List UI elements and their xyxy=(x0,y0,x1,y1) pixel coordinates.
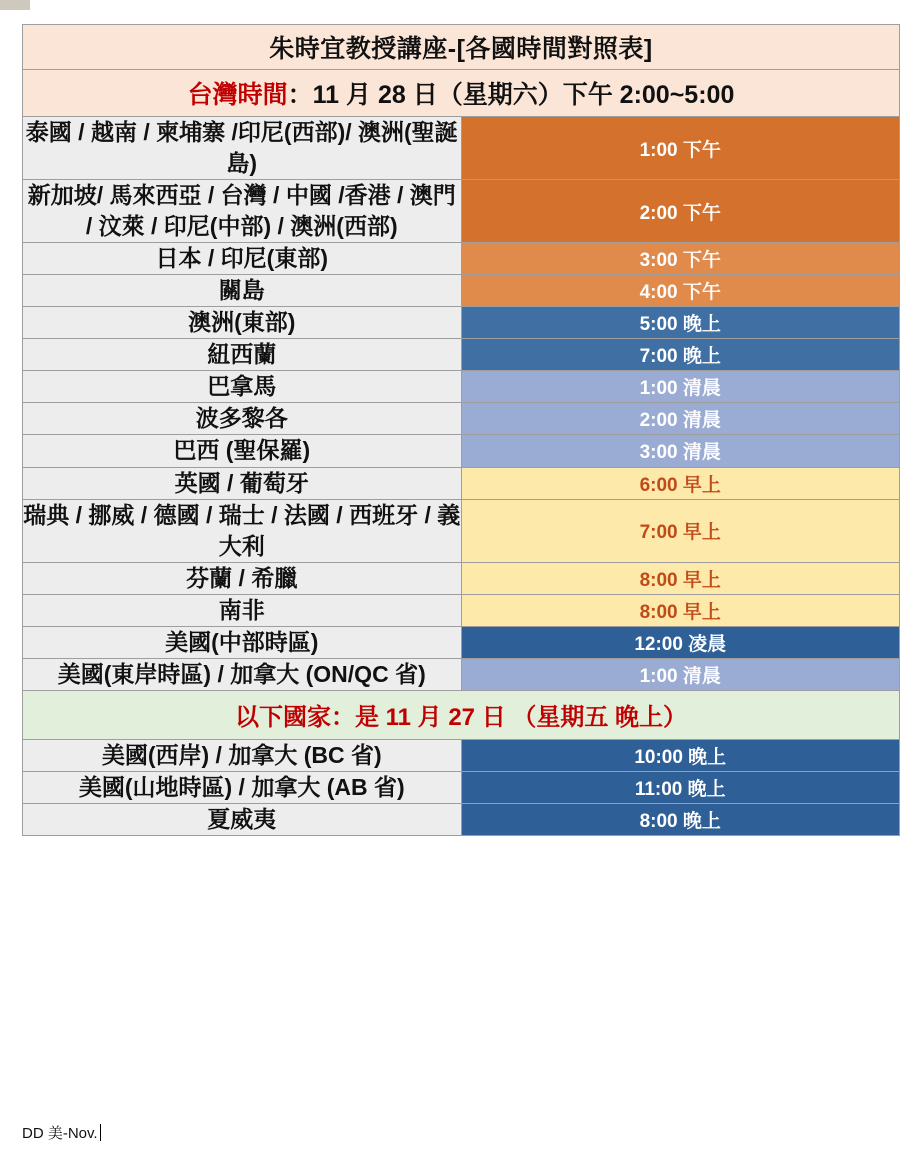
time-cell: 7:00 早上 xyxy=(461,499,900,562)
table-row xyxy=(23,435,900,467)
table-row xyxy=(23,739,900,771)
page-title: 朱時宜教授講座-[各國時間對照表] xyxy=(23,25,900,70)
country-cell: 美國(西岸) / 加拿大 (BC 省) xyxy=(23,739,462,771)
table-row xyxy=(23,117,900,180)
time-cell: 2:00 清晨 xyxy=(461,403,900,435)
table-row xyxy=(23,403,900,435)
time-cell: 12:00 凌晨 xyxy=(461,626,900,658)
subtitle-value: ：11 月 28 日（星期六）下午 2:00~5:00 xyxy=(287,81,735,109)
time-cell: 8:00 早上 xyxy=(461,594,900,626)
country-cell: 新加坡/ 馬來西亞 / 台灣 / 中國 /香港 / 澳門 / 汶萊 / 印尼(中部) / 澳洲(西部) xyxy=(23,180,462,243)
country-cell: 紐西蘭 xyxy=(23,339,462,371)
country-cell: 關島 xyxy=(23,275,462,307)
table-row xyxy=(23,499,900,562)
table-row xyxy=(23,243,900,275)
time-cell: 3:00 清晨 xyxy=(461,435,900,467)
time-cell: 4:00 下午 xyxy=(461,275,900,307)
table-row xyxy=(23,275,900,307)
table-row xyxy=(23,180,900,243)
time-cell: 6:00 早上 xyxy=(461,467,900,499)
table-row xyxy=(23,658,900,690)
timezone-sheet xyxy=(22,24,900,836)
taiwan-time-subtitle xyxy=(23,70,900,117)
country-cell: 波多黎各 xyxy=(23,403,462,435)
table-row xyxy=(23,562,900,594)
time-cell: 1:00 清晨 xyxy=(461,371,900,403)
title-row xyxy=(23,25,900,70)
table-row xyxy=(23,307,900,339)
country-cell: 日本 / 印尼(東部) xyxy=(23,243,462,275)
time-cell: 8:00 晚上 xyxy=(461,803,900,835)
country-cell: 泰國 / 越南 / 柬埔寨 /印尼(西部)/ 澳洲(聖誕島) xyxy=(23,117,462,180)
country-cell: 美國(東岸時區) / 加拿大 (ON/QC 省) xyxy=(23,658,462,690)
previous-day-note: 以下國家：是 11 月 27 日 （星期五 晚上） xyxy=(23,690,900,739)
country-cell: 巴西 (聖保羅) xyxy=(23,435,462,467)
table-row xyxy=(23,467,900,499)
corner-marker xyxy=(0,0,30,10)
country-cell: 芬蘭 / 希臘 xyxy=(23,562,462,594)
time-cell: 5:00 晚上 xyxy=(461,307,900,339)
country-cell: 澳洲(東部) xyxy=(23,307,462,339)
table-row xyxy=(23,594,900,626)
table-row xyxy=(23,371,900,403)
table-row xyxy=(23,803,900,835)
country-cell: 夏威夷 xyxy=(23,803,462,835)
country-cell: 美國(山地時區) / 加拿大 (AB 省) xyxy=(23,771,462,803)
country-cell: 英國 / 葡萄牙 xyxy=(23,467,462,499)
time-cell: 2:00 下午 xyxy=(461,180,900,243)
time-cell: 1:00 下午 xyxy=(461,117,900,180)
table-row xyxy=(23,771,900,803)
country-cell: 南非 xyxy=(23,594,462,626)
subtitle-row xyxy=(23,70,900,117)
country-cell: 巴拿馬 xyxy=(23,371,462,403)
timezone-table xyxy=(22,24,900,836)
footer-note xyxy=(22,1122,101,1143)
note-row xyxy=(23,690,900,739)
time-cell: 11:00 晚上 xyxy=(461,771,900,803)
time-cell: 8:00 早上 xyxy=(461,562,900,594)
table-row xyxy=(23,626,900,658)
text-caret xyxy=(100,1124,101,1141)
country-cell: 美國(中部時區) xyxy=(23,626,462,658)
subtitle-label: 台灣時間 xyxy=(187,81,288,109)
time-cell: 3:00 下午 xyxy=(461,243,900,275)
time-cell: 10:00 晚上 xyxy=(461,739,900,771)
time-cell: 1:00 清晨 xyxy=(461,658,900,690)
footer-text: DD 美-Nov. xyxy=(22,1125,98,1142)
time-cell: 7:00 晚上 xyxy=(461,339,900,371)
table-row xyxy=(23,339,900,371)
country-cell: 瑞典 / 挪威 / 德國 / 瑞士 / 法國 / 西班牙 / 義大利 xyxy=(23,499,462,562)
timezone-table-body xyxy=(23,25,900,836)
